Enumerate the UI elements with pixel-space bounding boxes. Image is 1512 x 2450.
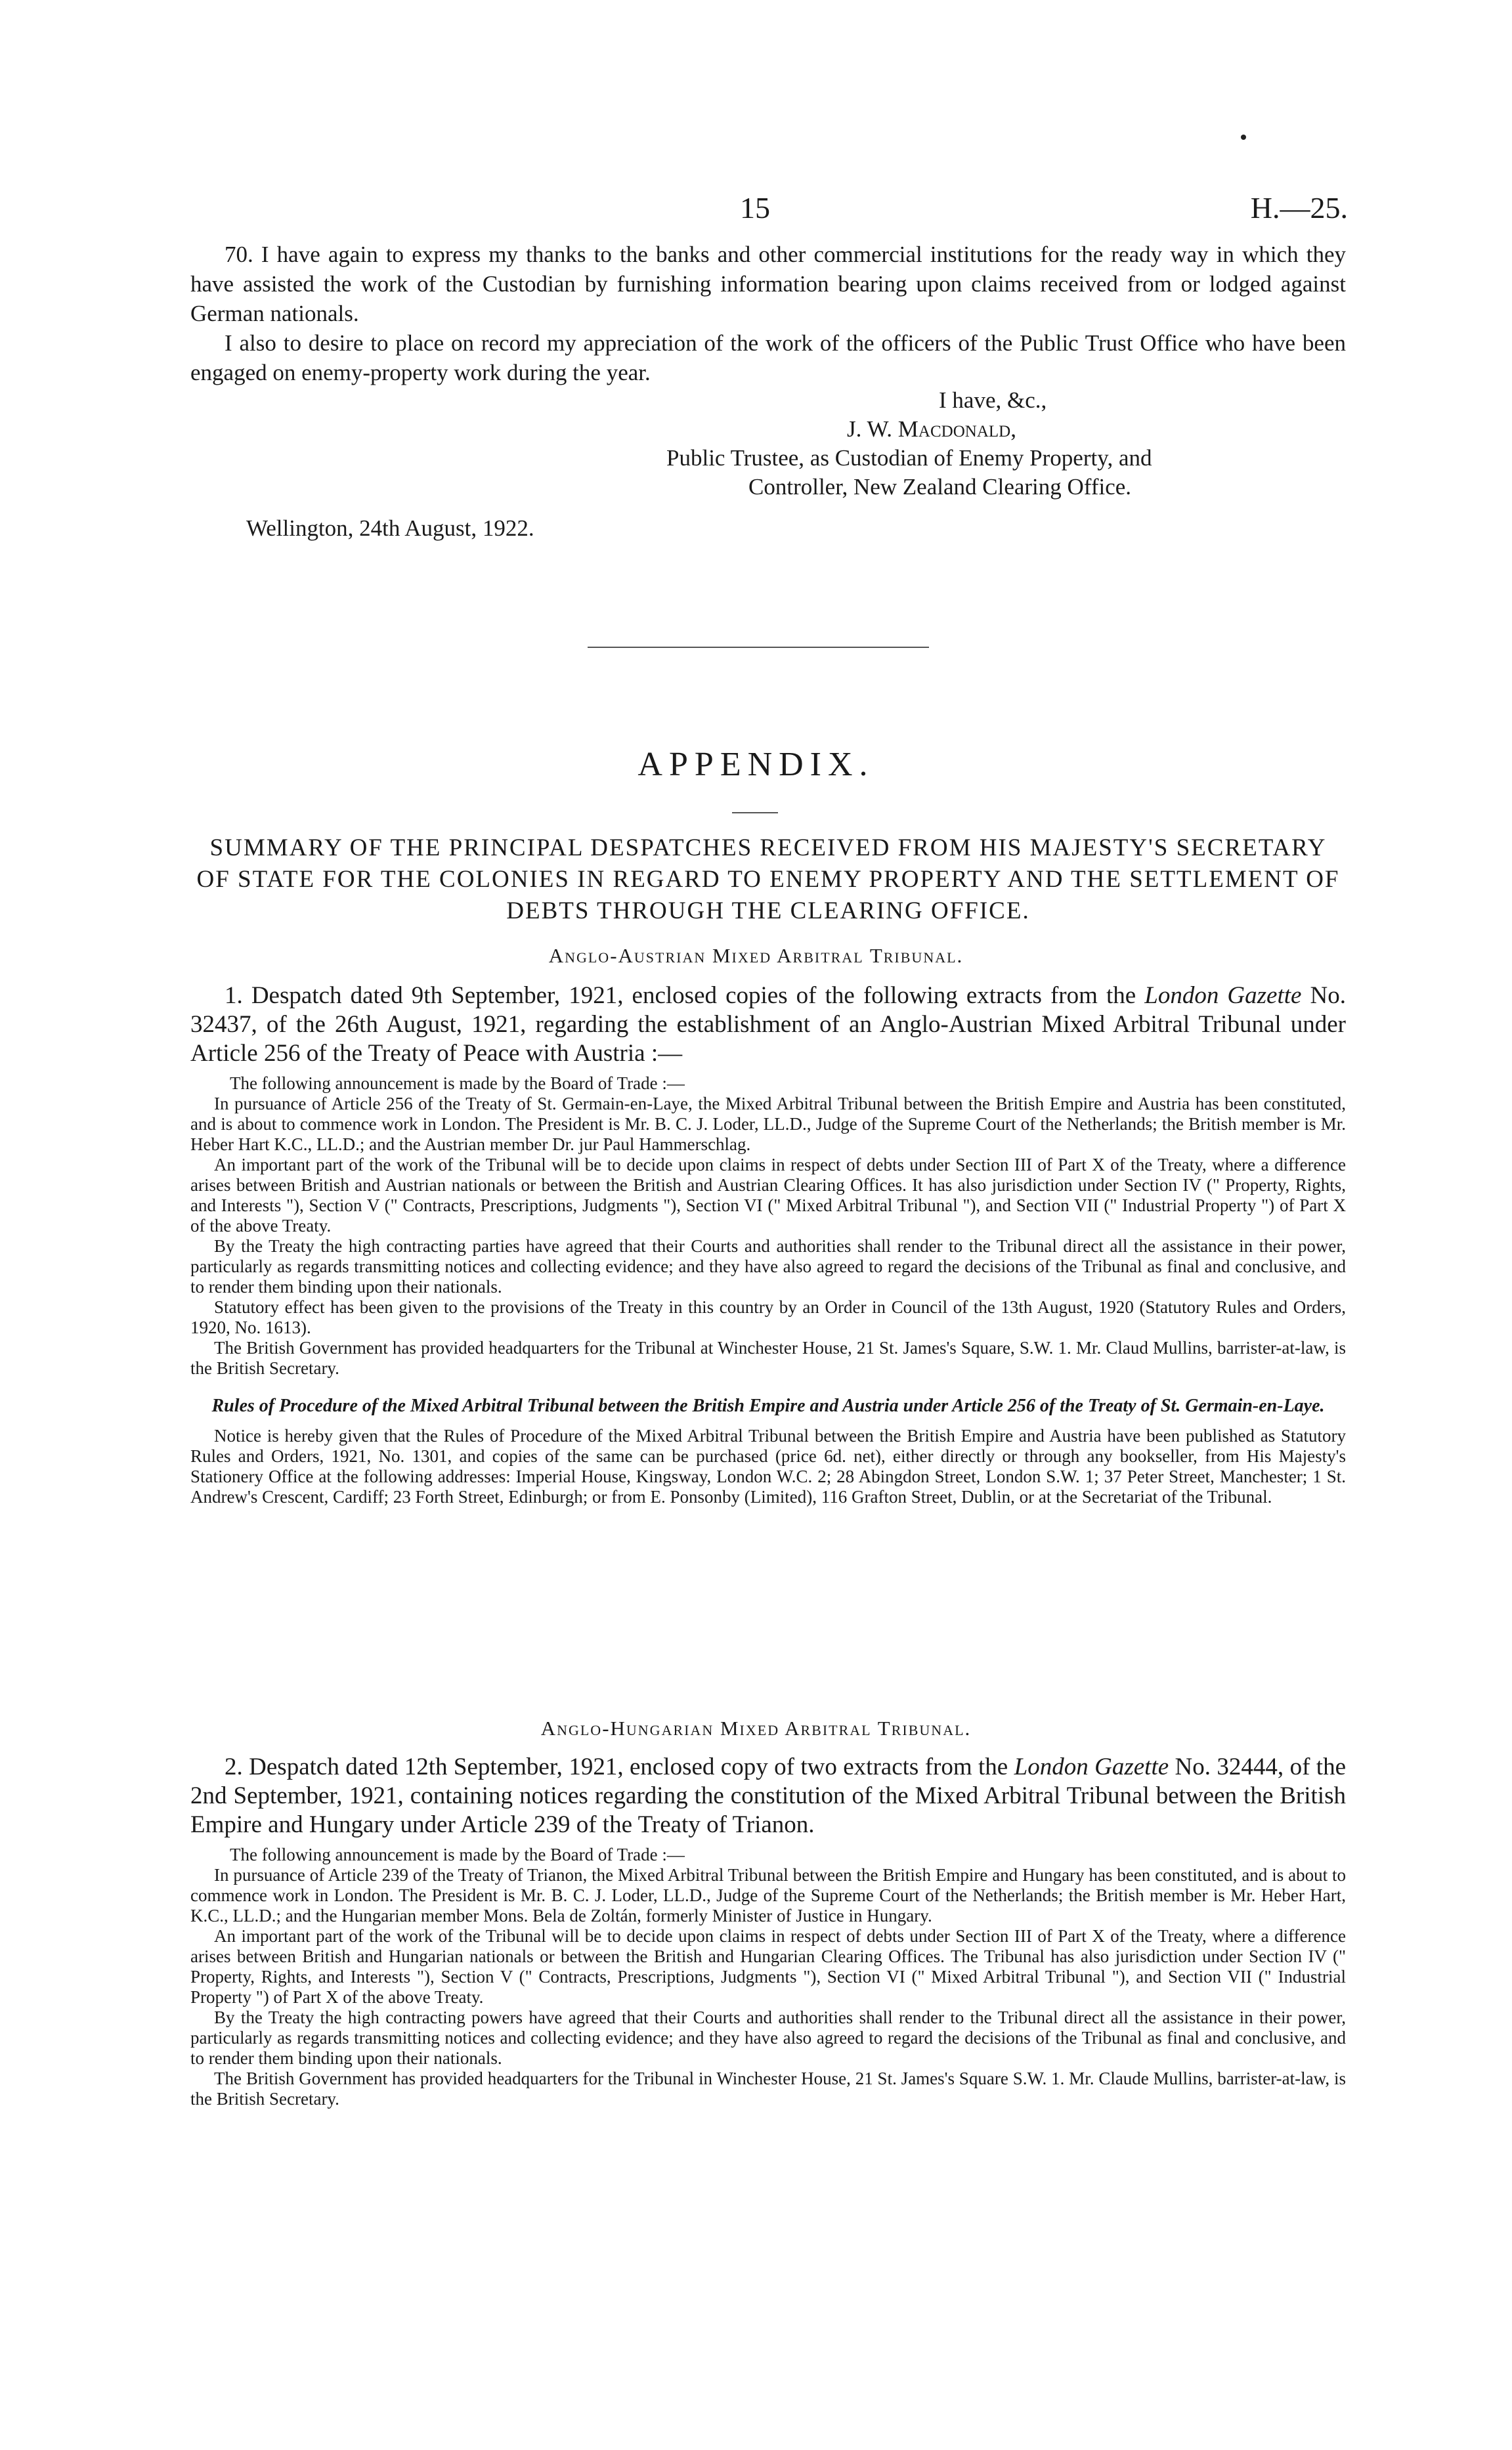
signature-closing: I have, &c., (939, 387, 1047, 413)
extract-constitution: In pursuance of Article 256 of the Treaty of St. Germain-en-Laye, the Mixed Arbitral Tribunal between the British Empire and Austria has been constituted, and is about to commence work in London. The President is Mr. B. C. J. Loder, LL.D., Judge of the Supreme Court of the Netherlands; the British member is Mr. Heber Hart K.C., LL.D.; and the Austrian member Dr. jur Paul Hammerschlag. (190, 1094, 1346, 1154)
page-number: 15 (740, 191, 770, 225)
signature-name: J. W. Macdonald, (847, 416, 1016, 442)
extract-statutory: Statutory effect has been given to the provisions of the Treaty in this country by an Order in Council of the 13th August, 1920 (Statutory Rules and Orders, 1920, No. 1613). (190, 1297, 1346, 1337)
extract-assistance: By the Treaty the high contracting powers have agreed that their Courts and authorities shall render to the Tribunal direct all the assistance in their power, particularly as regards transmitting notices and collecting evidence; and they have also agreed to regard the decisions of the Tribunal as final and conclusive, and to render them binding upon their nationals. (190, 2008, 1346, 2068)
austrian-section (190, 981, 1346, 1507)
rules-of-procedure-title: Rules of Procedure of the Mixed Arbitral Tribunal between the British Empire and Austria under Article 256 of the Treaty of St. Germain-en-Laye. (211, 1396, 1325, 1416)
extract-intro: The following announcement is made by the Board of Trade :— (230, 1845, 685, 1864)
rules-of-procedure-notice: Notice is hereby given that the Rules of Procedure of the Mixed Arbitral Tribunal between the British Empire and Austria have been published as Statutory Rules and Orders, 1921, No. 1301, and copies of the same can be purchased (price 6d. net), either directly or through any bookseller, from His Majesty's Stationery Office at the following addresses: Imperial House, Kingsway, London W.C. 2; 28 Abingdon Street, London S.W. 1; 37 Peter Street, Manchester; 1 St. Andrew's Crescent, Cardiff; 23 Forth Street, Edinburgh; or from E. Ponsonby (Limited), 116 Grafton Street, Dublin, or at the Secretariat of the Tribunal. (190, 1426, 1346, 1507)
rules-of-procedure (190, 1426, 1346, 1507)
extract-headquarters: The British Government has provided headquarters for the Tribunal in Winchester House, 21 St. James's Square S.W. 1. Mr. Claude Mullins, barrister-at-law, is the British Secretary. (190, 2069, 1346, 2109)
extract-constitution: In pursuance of Article 239 of the Treaty of Trianon, the Mixed Arbitral Tribunal between the British Empire and Hungary has been constituted, and is about to commence work in London. The President is Mr. B. C. J. Loder, LL.D., Judge of the Supreme Court of the Netherlands; the British member is Mr. Heber Hart, K.C., LL.D.; and the Hungarian member Mons. Bela de Zoltán, formerly Minister of Justice in Hungary. (190, 1865, 1346, 1925)
hungarian-despatch: 2. Despatch dated 12th September, 1921, enclosed copy of two extracts from the London Gazette No. 32444, of the 2nd September, 1921, containing notices regarding the constitution of the Mixed Arbitral Tribunal between the British Empire and Hungary under Article 239 of the Treaty of Trianon. (190, 1753, 1347, 1838)
extract-jurisdiction: An important part of the work of the Tribunal will be to decide upon claims in respect of debts under Section III of Part X of the Treaty, where a difference arises between British and Hungarian nationals or between the British and Hungarian Clearing Offices. The Tribunal has also jurisdiction under Section IV (" Property, Rights, and Interests "), Section V (" Contracts, Prescriptions, Judgments "), Section VI (" Mixed Arbitral Tribunal "), and Section VII (" Industrial Property ") of Part X of the above Treaty. (190, 1926, 1346, 2007)
paragraph-70 (190, 240, 1346, 387)
para70-appreciation: I also to desire to place on record my appreciation of the work of the officers of the Public Trust Office who have been engaged on enemy-property work during the year. (190, 330, 1346, 385)
austrian-tribunal-heading: Anglo-Austrian Mixed Arbitral Tribunal. (548, 944, 964, 967)
place-date: Wellington, 24th August, 1922. (246, 515, 534, 541)
section-divider (588, 647, 929, 648)
hungarian-extract (190, 1845, 1346, 2109)
para70-text: 70. I have again to express my thanks to the banks and other commercial institutions for the ready way in which they have assisted the work of the Custodian by furnishing information bearing upon claims received from or lodged against German nationals. (190, 242, 1346, 326)
appendix-heading: APPENDIX. (637, 746, 875, 783)
extract-assistance: By the Treaty the high contracting parties have agreed that their Courts and authorities shall render to the Tribunal direct all the assistance in their power, particularly as regards transmitting notices and collecting evidence; and they have also agreed to regard the decisions of the Tribunal as final and conclusive, and to render them binding upon their nationals. (190, 1236, 1346, 1297)
austrian-extract (190, 1073, 1346, 1379)
hungarian-section (190, 1753, 1346, 2109)
hungarian-tribunal-heading: Anglo-Hungarian Mixed Arbitral Tribunal. (540, 1717, 972, 1740)
signature-title-1: Public Trustee, as Custodian of Enemy Property, and (666, 445, 1152, 471)
appendix-underline (732, 812, 778, 813)
extract-jurisdiction: An important part of the work of the Tribunal will be to decide upon claims in respect of debts under Section III of Part X of the Treaty, where a difference arises between British and Austrian nationals or between the British and Austrian Clearing Offices. It has also jurisdiction under Section IV (" Property, Rights, and Interests "), Section V (" Contracts, Prescriptions, Judgments "), Section VI (" Mixed Arbitral Tribunal "), and Section VII (" Industrial Property ") of Part X of the above Treaty. (190, 1155, 1346, 1236)
gazette-title: London Gazette (1014, 1753, 1169, 1780)
appendix-summary-heading: SUMMARY OF THE PRINCIPAL DESPATCHES RECEIVED FROM HIS MAJESTY'S SECRETARY OF STATE FOR THE COLONIES IN REGARD TO ENEMY PROPERTY AND THE SETTLEMENT OF DEBTS THROUGH THE CLEARING OFFICE. (196, 834, 1340, 924)
extract-intro: The following announcement is made by the Board of Trade :— (230, 1073, 685, 1093)
austrian-despatch: 1. Despatch dated 9th September, 1921, enclosed copies of the following extracts from the London Gazette No. 32437, of the 26th August, 1921, regarding the establishment of an Anglo-Austrian Mixed Arbitral Tribunal under Article 256 of the Treaty of Peace with Austria :— (190, 982, 1346, 1067)
extract-headquarters: The British Government has provided headquarters for the Tribunal at Winchester House, 21 St. James's Square, S.W. 1. Mr. Claud Mullins, barrister-at-law, is the British Secretary. (190, 1338, 1346, 1378)
ink-dot (1241, 135, 1246, 140)
signature-title-2: Controller, New Zealand Clearing Office. (748, 474, 1132, 500)
document-reference: H.—25. (1250, 191, 1348, 225)
gazette-title: London Gazette (1144, 982, 1302, 1009)
